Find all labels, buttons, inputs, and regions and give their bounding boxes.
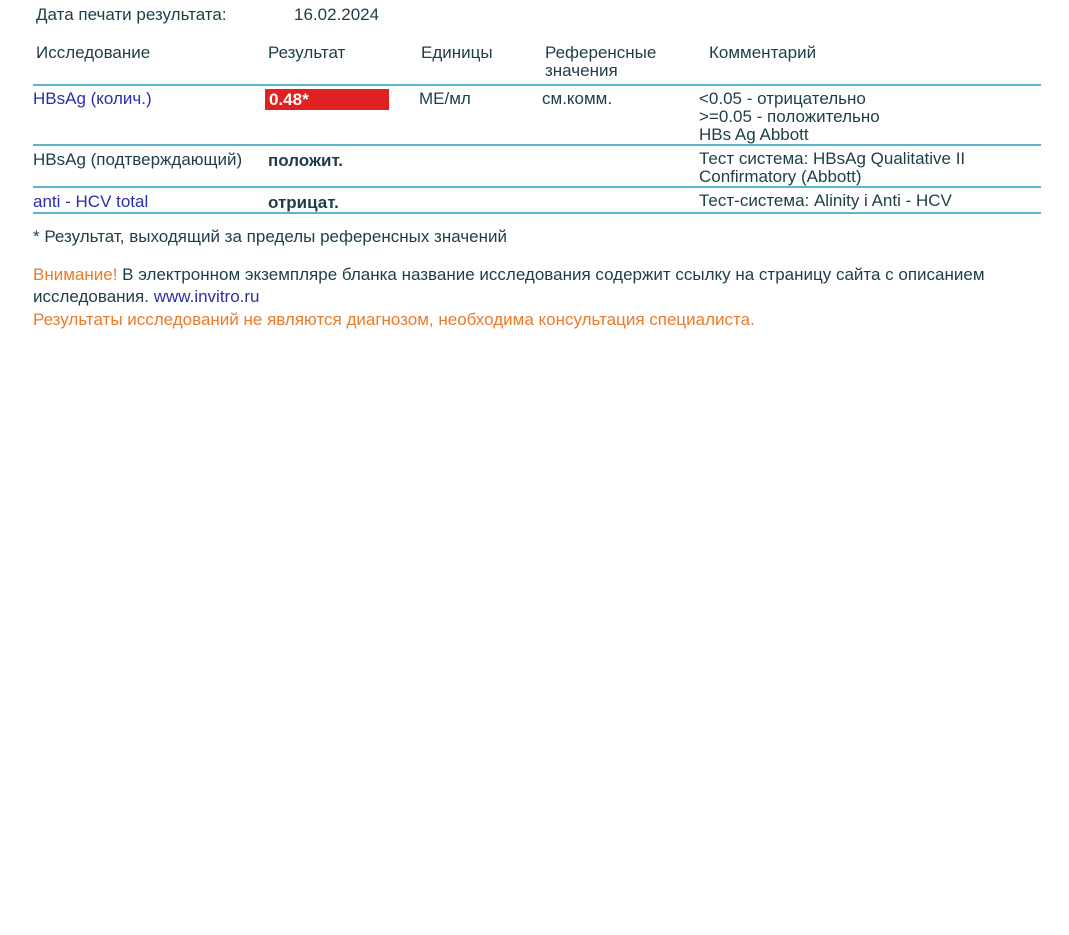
notice-line1 — [33, 266, 985, 284]
table-rule-row2 — [33, 186, 1041, 188]
attention-word: Внимание! — [33, 265, 118, 284]
header-study: Исследование — [36, 43, 151, 62]
table-rule-header — [33, 84, 1041, 86]
invitro-link[interactable]: www.invitro.ru — [153, 287, 260, 306]
row2-comment-line: Тест система: HBsAg Qualitative II — [699, 149, 966, 168]
header-comment: Комментарий — [709, 43, 817, 62]
print-date-value: 16.02.2024 — [294, 5, 380, 24]
row1-reference: см.комм. — [542, 89, 613, 108]
row1-comment-line: HBs Ag Abbott — [699, 125, 809, 144]
row2-study: HBsAg (подтверждающий) — [33, 150, 243, 169]
row3-comment-line: Тест-система: Alinity i Anti - HCV — [699, 191, 952, 210]
row3-study-link[interactable]: anti - HCV total — [33, 192, 149, 211]
row2-result: положит. — [268, 151, 344, 170]
row1-study-link[interactable]: HBsAg (колич.) — [33, 89, 152, 108]
header-units: Единицы — [421, 43, 493, 62]
row1-result-value: 0.48* — [269, 90, 309, 109]
table-rule-row1 — [33, 144, 1041, 146]
row2-comment — [699, 150, 965, 186]
disclaimer: Результаты исследований не являются диагнозом, необходима консультация специалиста. — [33, 310, 755, 329]
header-result: Результат — [268, 43, 346, 62]
footnote: * Результат, выходящий за пределы референсных значений — [33, 227, 507, 246]
notice-text-line2: исследования. — [33, 287, 154, 306]
notice-line2 — [33, 288, 260, 306]
row1-comment — [699, 90, 880, 144]
header-reference-line2: значения — [545, 61, 618, 80]
row3-comment — [699, 192, 952, 210]
row1-result-flag — [265, 89, 389, 110]
header-reference-line1: Референсные — [545, 43, 657, 62]
row2-comment-line: Confirmatory (Abbott) — [699, 167, 862, 186]
notice-text-line1: В электронном экземпляре бланка название исследования содержит ссылку на страницу сайта с описанием — [117, 265, 985, 284]
row1-comment-line: >=0.05 - положительно — [699, 107, 880, 126]
table-rule-bottom — [33, 212, 1041, 214]
print-date-label: Дата печати результата: — [36, 5, 227, 24]
row3-result: отрицат. — [268, 193, 339, 212]
row1-units: МЕ/мл — [419, 89, 471, 108]
row1-comment-line: <0.05 - отрицательно — [699, 89, 866, 108]
header-reference — [545, 44, 656, 80]
